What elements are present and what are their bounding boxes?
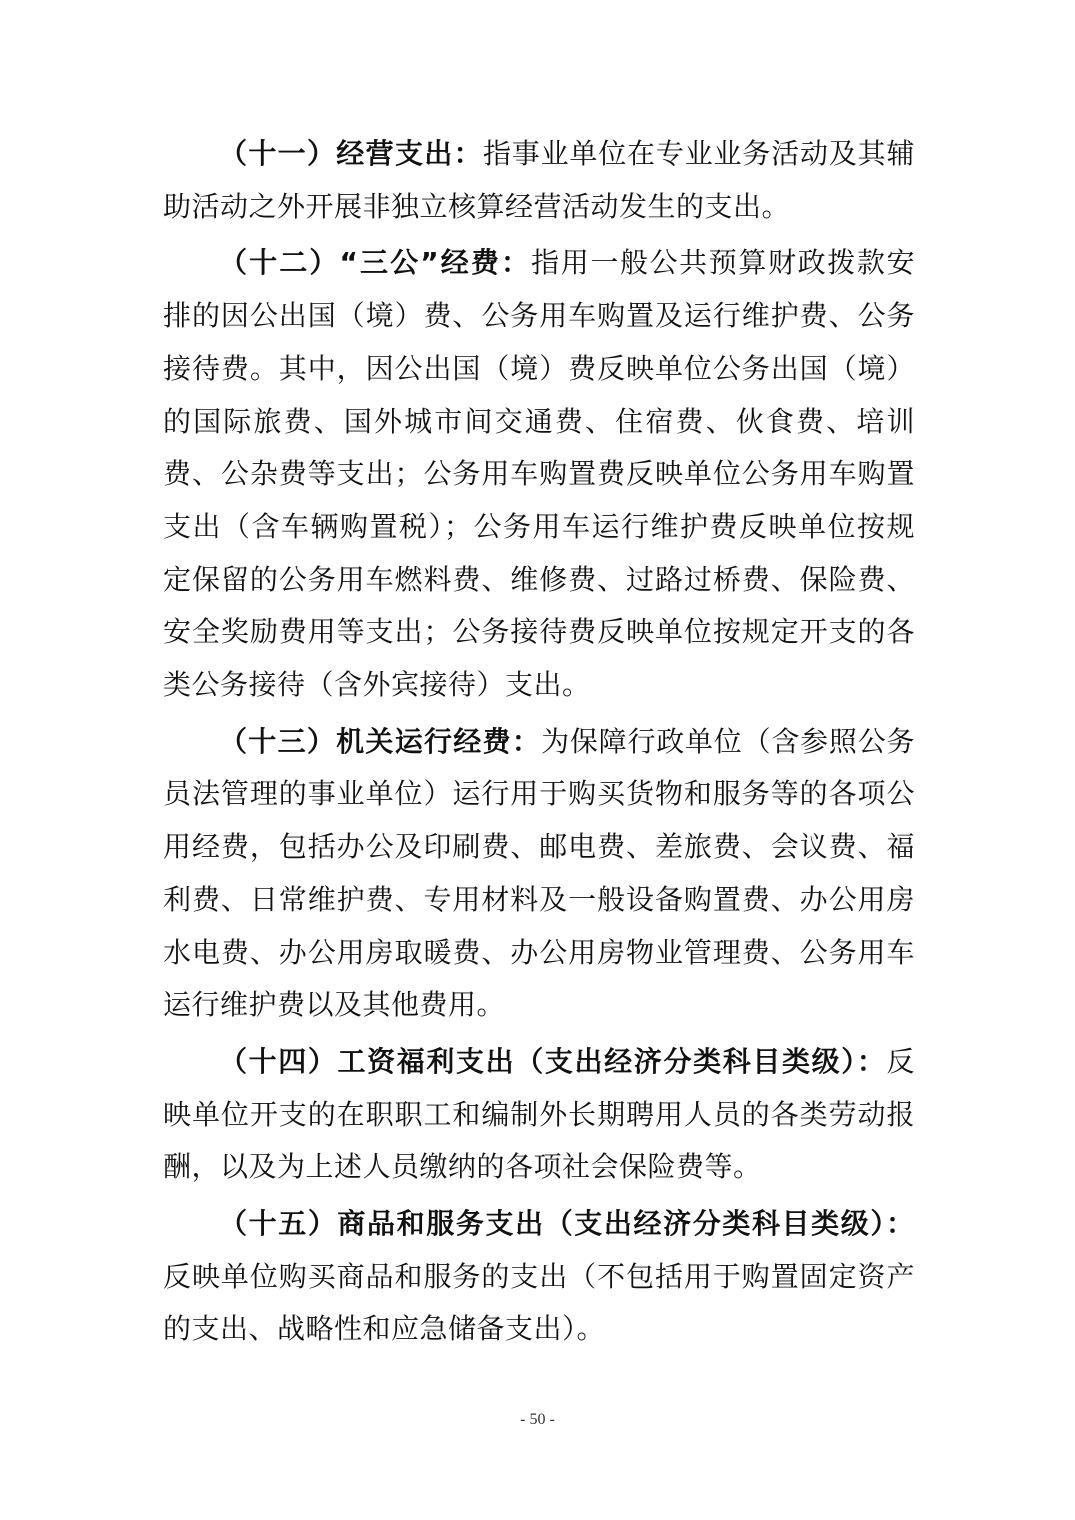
term-heading: （十五）商品和服务支出（支出经济分类科目类级）： xyxy=(219,1207,915,1241)
term-heading: （十一）经营支出： xyxy=(219,137,483,170)
term-heading: （十四）工资福利支出（支出经济分类科目类级）： xyxy=(219,1044,887,1078)
paragraph-three-public-expenses xyxy=(163,237,915,711)
paragraph-text: 反映单位开支的在职职工和编制外长期聘用人员的各类劳动报酬，以及为上述人员缴纳的各项社会保险费等。 xyxy=(163,1044,915,1184)
document-body xyxy=(163,128,915,1356)
term-heading: （十二）“三公”经费： xyxy=(219,246,532,280)
term-heading: （十三）机关运行经费： xyxy=(219,724,542,758)
paragraph-text: 反映单位购买商品和服务的支出（不包括用于购置固定资产的支出、战略性和应急储备支出）。 xyxy=(163,1259,915,1346)
paragraph-text: 指用一般公共预算财政拨款安排的因公出国（境）费、公务用车购置及运行维护费、公务接待费。其中，因公出国（境）费反映单位公务出国（境）的国际旅费、国外城市间交通费、住宿费、伙食费、培训费、公杂费等支出；公务用车购置费反映单位公务用车购置支出（含车辆购置税）；公务用车运行维护费反映单位按规定保留的公务用车燃料费、维修费、过路过桥费、保险费、安全奖励费用等支出；公务接待费反映单位按规定开支的各类公务接待（含外宾接待）支出。 xyxy=(163,246,915,702)
paragraph-salary-welfare-expenditure xyxy=(163,1036,915,1194)
paragraph-agency-operating-funds xyxy=(163,716,915,1032)
page-number: - 50 - xyxy=(520,1411,555,1428)
paragraph-text: 为保障行政单位（含参照公务员法管理的事业单位）运行用于购买货物和服务等的各项公用经费，包括办公及印刷费、邮电费、差旅费、会议费、福利费、日常维护费、专用材料及一般设备购置费、办公用房水电费、办公用房取暖费、办公用房物业管理费、公务用车运行维护费以及其他费用。 xyxy=(163,724,915,1022)
paragraph-goods-services-expenditure xyxy=(163,1198,915,1356)
paragraph-operating-expenditure xyxy=(163,128,915,233)
paragraph-text: 指事业单位在专业业务活动及其辅助活动之外开展非独立核算经营活动发生的支出。 xyxy=(163,137,915,223)
